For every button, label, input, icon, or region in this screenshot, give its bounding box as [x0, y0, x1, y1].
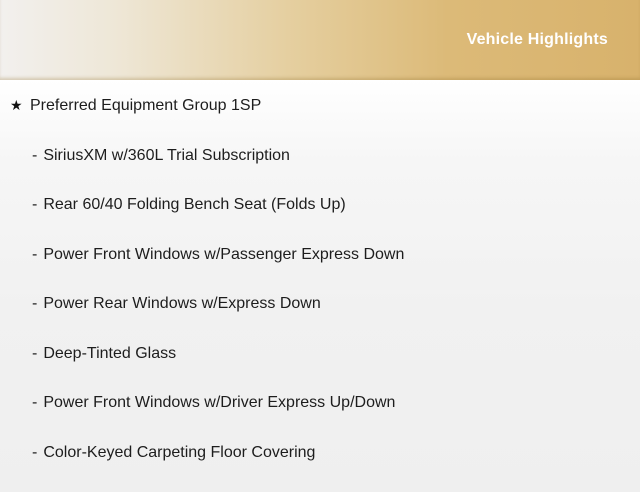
list-item-label: SiriusXM w/360L Trial Subscription — [43, 146, 290, 164]
list-item-label: Power Front Windows w/Driver Express Up/Down — [43, 394, 396, 411]
vehicle-highlights-header — [0, 0, 640, 80]
page-title: Vehicle Highlights — [466, 31, 608, 48]
dash-bullet: - — [32, 295, 38, 312]
dash-bullet: - — [32, 394, 38, 411]
list-item-label: Rear 60/40 Folding Bench Seat (Folds Up) — [43, 196, 346, 213]
list-item-label: Power Rear Windows w/Express Down — [43, 295, 321, 312]
star-icon: ★ — [10, 97, 23, 113]
highlights-list — [0, 80, 640, 492]
list-item — [10, 294, 620, 314]
dash-bullet: - — [32, 245, 38, 263]
dash-bullet: - — [32, 344, 38, 362]
list-item — [10, 146, 620, 166]
group-label: Preferred Equipment Group 1SP — [30, 97, 262, 114]
list-item-label: Color-Keyed Carpeting Floor Covering — [43, 443, 316, 461]
list-item-label: Power Front Windows w/Passenger Express Down — [43, 245, 405, 263]
list-item — [10, 393, 620, 413]
list-item — [10, 344, 620, 364]
list-item — [10, 443, 620, 463]
list-item — [10, 195, 620, 215]
list-item-label: Deep-Tinted Glass — [43, 344, 177, 362]
list-item-group — [10, 95, 620, 116]
dash-bullet: - — [32, 146, 38, 164]
list-item — [10, 245, 620, 265]
dash-bullet: - — [32, 443, 38, 461]
dash-bullet: - — [32, 196, 38, 213]
